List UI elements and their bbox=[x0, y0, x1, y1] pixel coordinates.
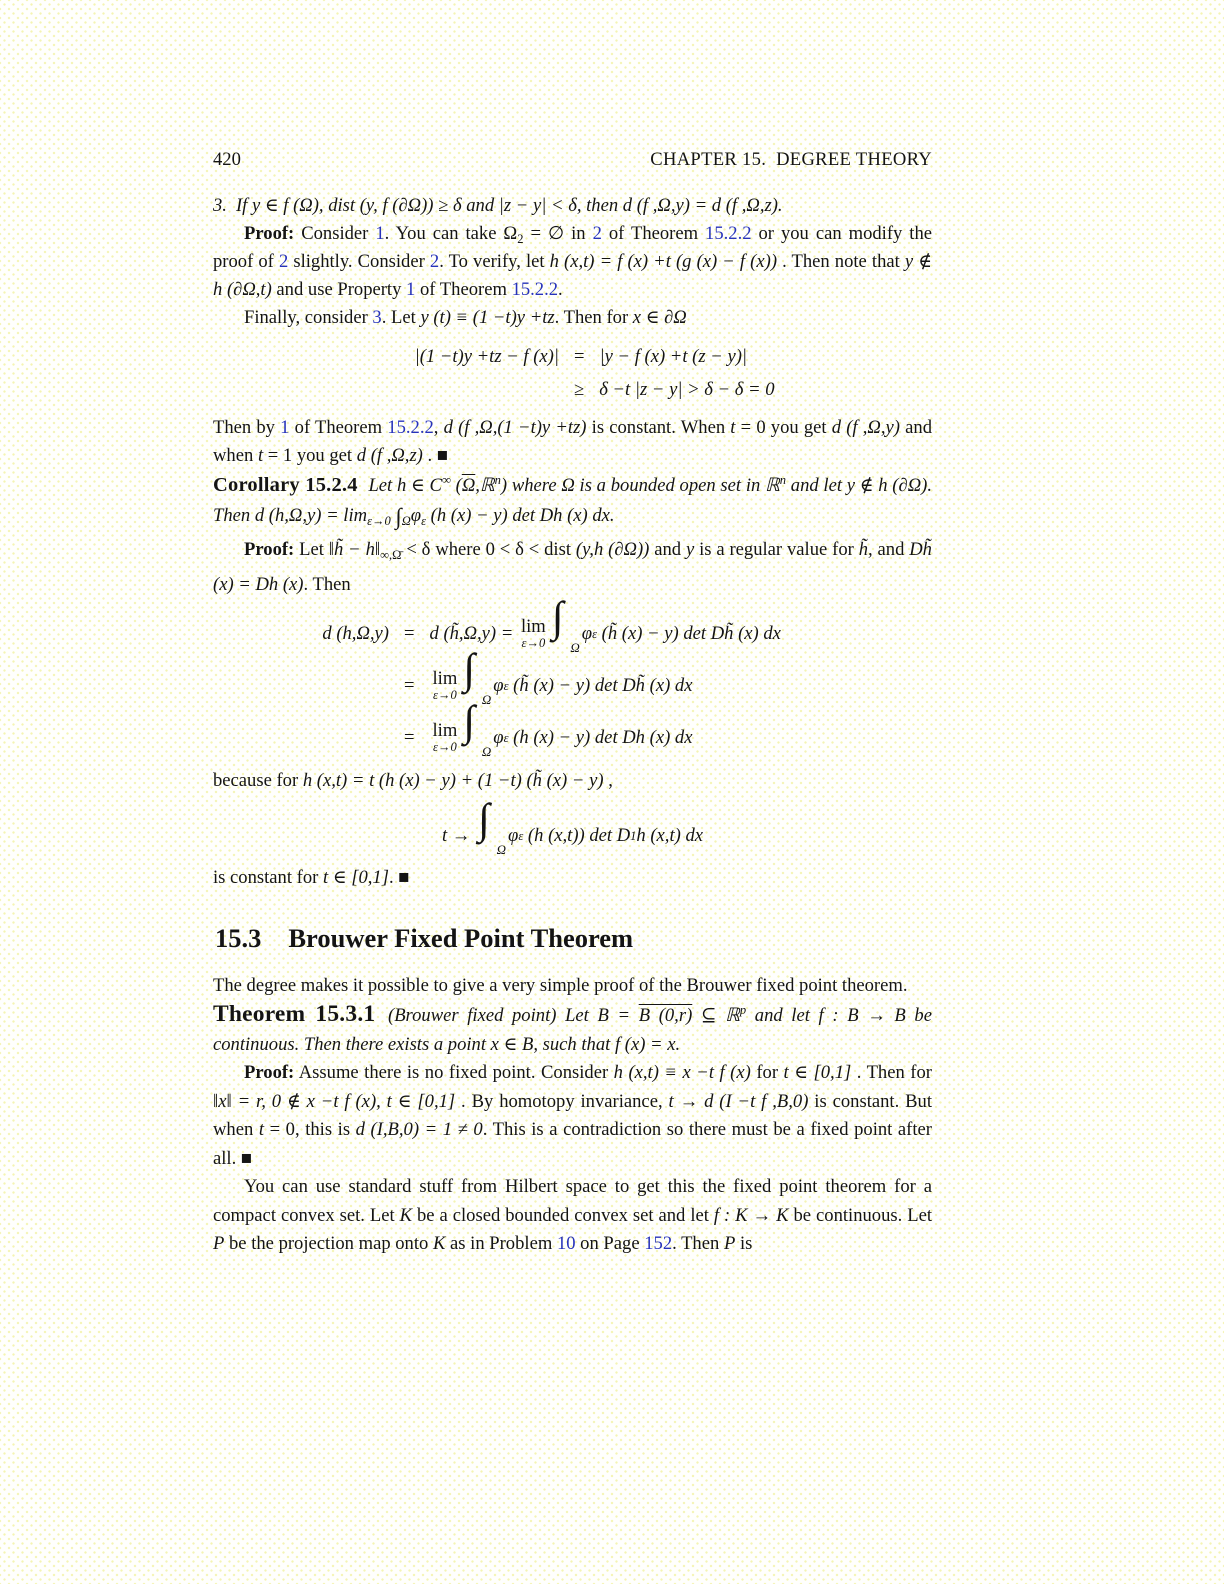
text-run: on Page bbox=[575, 1233, 645, 1254]
text-run: (h̃ (x) − y) det Dh̃ (x) dx bbox=[597, 623, 781, 644]
equation-lhs bbox=[347, 343, 559, 371]
text-run: B (0,r) bbox=[638, 1005, 693, 1026]
ref-link[interactable]: 2 bbox=[429, 251, 440, 272]
text-run: , bbox=[603, 770, 613, 791]
lim-text: lim bbox=[520, 616, 546, 638]
text-run: You can use standard stuff from Hilbert space to get this the fixed point theorem for a compact convex set. Let bbox=[213, 1176, 932, 1226]
section-number: 15.3 bbox=[215, 923, 262, 953]
display-equation-1 bbox=[347, 340, 932, 406]
limit-operator bbox=[521, 618, 546, 650]
section-heading-15-3 bbox=[215, 920, 932, 956]
integral-bound: Ω bbox=[496, 842, 507, 857]
paragraph-because-for bbox=[213, 764, 932, 798]
subscript: 2 bbox=[517, 232, 524, 246]
ref-link[interactable]: 152 bbox=[644, 1233, 673, 1254]
equation-rhs: lim ε→0 ∫ Ω φ ε (h (x) − y) det Dh (x) dx bbox=[430, 715, 693, 761]
paragraph-hilbert bbox=[213, 1173, 932, 1259]
text-run: K bbox=[432, 1233, 446, 1254]
item-3 bbox=[213, 192, 932, 220]
text-run: |(1 −t)y +tz − f (x)| bbox=[414, 345, 559, 367]
proof-paragraph-1-continued bbox=[213, 304, 932, 332]
limit-operator bbox=[433, 670, 458, 702]
superscript: n bbox=[494, 473, 501, 487]
text-run: K bbox=[399, 1204, 413, 1226]
integral-operator bbox=[550, 594, 581, 657]
text-run: (h (x) − y) det Dh (x) dx bbox=[508, 727, 693, 748]
ref-link[interactable]: 3 bbox=[372, 307, 382, 328]
lim-text: lim bbox=[432, 720, 458, 742]
text-run: δ −t |z − y| > δ − δ = 0 bbox=[599, 378, 775, 400]
text-run: φ bbox=[581, 623, 593, 644]
text-run: h (x,t) dx bbox=[636, 825, 704, 846]
text-run: The degree makes it possible to give a very simple proof of the Brouwer fixed point theorem. bbox=[213, 975, 908, 996]
text-run: t bbox=[730, 417, 736, 438]
superscript: p bbox=[739, 1003, 747, 1017]
text-run: t → d (I −t f ,B,0) bbox=[668, 1090, 809, 1112]
text-run: and bbox=[872, 539, 910, 560]
text-run: h (x,t) = t (h (x) − y) + (1 −t) (h̃ (x) − y) bbox=[302, 770, 604, 791]
text-run: t ∈ [0,1] bbox=[323, 867, 389, 888]
proof-label: Proof: bbox=[244, 223, 295, 244]
text-run: for bbox=[750, 1062, 784, 1083]
text-run: d (f ,Ω,y) bbox=[831, 417, 900, 438]
text-run: of Theorem bbox=[601, 223, 706, 244]
text-run: t bbox=[258, 1119, 265, 1140]
equation-rhs bbox=[599, 376, 774, 404]
page-header bbox=[213, 146, 932, 174]
text-run: Consider bbox=[294, 223, 376, 244]
text-run: = 0, this is bbox=[264, 1119, 356, 1140]
ref-link[interactable]: 2 bbox=[278, 251, 289, 272]
text-run: h (x,t) ≡ x −t f (x) bbox=[613, 1062, 751, 1083]
text-run: = 0 you get bbox=[735, 417, 832, 438]
text-run: d (f ,Ω,(1 −t)y +tz) bbox=[443, 417, 587, 438]
page-content bbox=[213, 146, 932, 1259]
text-run: f : K → K bbox=[713, 1204, 789, 1226]
text-run: (h̃ (x) − y) det Dh̃ (x) dx bbox=[508, 675, 693, 696]
superscript: n bbox=[779, 473, 787, 487]
text-run: and bbox=[649, 539, 686, 560]
text-run: h̃, bbox=[858, 539, 873, 560]
ref-link[interactable]: 15.2.2 bbox=[705, 223, 752, 244]
ref-link[interactable]: 15.2.2 bbox=[387, 417, 434, 438]
text-run: y ∉ h (∂Ω,t) bbox=[213, 251, 932, 300]
paragraph-section-intro bbox=[213, 972, 932, 1000]
proof-label: Proof: bbox=[244, 1062, 295, 1083]
relation-symbol: = bbox=[404, 727, 415, 748]
text-run: φ bbox=[493, 727, 504, 748]
limit-operator bbox=[433, 722, 458, 754]
text-run: . You can take Ω bbox=[384, 223, 518, 244]
text-run: is a regular value for bbox=[694, 539, 859, 560]
text-run: Let bbox=[294, 539, 329, 560]
text-run: t → bbox=[441, 825, 476, 846]
text-run: . This is a contradiction so there must be a fixed point after all. ■ bbox=[213, 1119, 932, 1169]
corollary-label: Corollary 15.2.4 bbox=[213, 474, 358, 496]
theorem-15-3-1 bbox=[213, 1000, 932, 1059]
text-run: = ∅ in bbox=[523, 223, 593, 244]
text-run: y bbox=[685, 539, 695, 560]
equation-rhs bbox=[600, 343, 748, 371]
integral-glyph: ∫ bbox=[463, 698, 476, 745]
text-run: y (t) ≡ (1 −t)y +tz bbox=[420, 307, 555, 328]
display-equation-2 bbox=[297, 594, 932, 764]
text-run: ⊆ ℝ bbox=[692, 1005, 740, 1026]
ref-link[interactable]: 1 bbox=[406, 279, 416, 300]
text-run: φ bbox=[508, 825, 519, 846]
text-run: of Theorem bbox=[415, 279, 512, 300]
ref-link[interactable]: 10 bbox=[556, 1233, 576, 1254]
integral-bound: Ω bbox=[481, 744, 492, 759]
ref-link[interactable]: 15.2.2 bbox=[511, 279, 559, 300]
text-run: . To verify, let bbox=[439, 251, 550, 272]
text-run: Assume there is no fixed point. Consider bbox=[294, 1062, 614, 1083]
equation-row bbox=[297, 646, 932, 712]
text-run: Finally, consider bbox=[244, 307, 373, 328]
integral-operator bbox=[461, 698, 492, 761]
text-run: h (x,t) = f (x) +t (g (x) − f (x)) bbox=[549, 251, 778, 272]
chapter-header: CHAPTER 15. DEGREE THEORY bbox=[650, 149, 932, 170]
text-run: P bbox=[213, 1233, 225, 1254]
page-number: 420 bbox=[213, 149, 241, 170]
text-run: < δ where 0 < δ < dist bbox=[401, 539, 572, 560]
text-run: $\overline{\Omega}$ bbox=[461, 475, 476, 496]
text-run: . Let bbox=[381, 307, 421, 328]
lim-text: lim bbox=[432, 668, 458, 690]
text-run: Dh̃ (x) = Dh (x) bbox=[213, 539, 932, 595]
text-run: be continuous. Let bbox=[788, 1204, 933, 1226]
text-run: and let y ∉ h (∂Ω). Then d (h,Ω,y) = lim bbox=[213, 475, 932, 526]
subscript: ε bbox=[421, 514, 426, 528]
text-run: x ∈ ∂Ω bbox=[632, 307, 687, 328]
text-run: If y ∈ f (Ω), dist (y, f (∂Ω)) ≥ δ and |z − y| < δ, then d (f ,Ω,y) = d (f ,Ω,z). bbox=[235, 195, 783, 216]
text-run: and use Property bbox=[271, 279, 407, 300]
text-run: (y,h (∂Ω)) bbox=[571, 539, 650, 560]
text-run: . Then bbox=[303, 574, 351, 595]
equation-rhs: lim ε→0 ∫ Ω φ ε (h̃ (x) − y) det Dh̃ (x) dx bbox=[430, 663, 693, 709]
text-run: because for bbox=[213, 770, 303, 791]
proof-paragraph-1 bbox=[213, 220, 932, 304]
subscript: ∞,Ω̄ bbox=[380, 548, 402, 562]
text-run: |y − f (x) +t (z − y)| bbox=[599, 345, 747, 367]
text-run: is constant for bbox=[213, 867, 323, 888]
text-run: of Theorem bbox=[289, 417, 388, 438]
ref-link[interactable]: 2 bbox=[592, 223, 602, 244]
integral-glyph: ∫ bbox=[463, 646, 476, 693]
text-run: . ■ bbox=[422, 445, 449, 466]
text-run: . By homotopy invariance, bbox=[455, 1090, 669, 1112]
text-run: as in Problem bbox=[445, 1233, 557, 1254]
text-run: . Then bbox=[672, 1233, 724, 1254]
equation-row bbox=[297, 594, 932, 660]
text-run: slightly. Consider bbox=[288, 251, 430, 272]
lim-subscript: ε→0 bbox=[433, 740, 457, 755]
text-run: d (h,Ω,y) bbox=[322, 623, 389, 644]
text-run: t ∈ [0,1] bbox=[783, 1062, 852, 1083]
text-run: ‖x‖ = r, 0 ∉ x −t f (x), t ∈ [0,1] bbox=[213, 1090, 456, 1112]
corollary-15-2-4 bbox=[213, 470, 932, 532]
relation-symbol: ≥ bbox=[574, 378, 585, 400]
proof-label: Proof: bbox=[244, 539, 295, 560]
integral-bound: Ω bbox=[481, 692, 492, 707]
integral-glyph: ∫ bbox=[478, 796, 490, 843]
text-run: (h (x) − y) det Dh (x) dx. bbox=[426, 505, 615, 526]
relation-symbol: = bbox=[574, 345, 585, 367]
text-run: or you can modify the proof of bbox=[213, 223, 933, 272]
text-run: . Then for bbox=[851, 1062, 932, 1083]
ref-link[interactable]: 1 bbox=[280, 417, 290, 438]
proof-paragraph-3 bbox=[213, 1059, 932, 1173]
text-run: is constant. But when bbox=[213, 1090, 932, 1140]
text-run: be the projection map onto bbox=[224, 1233, 433, 1254]
text-run: Let h ∈ C bbox=[363, 475, 442, 496]
text-run: , bbox=[433, 417, 444, 438]
display-equation-3: t → ∫ Ω φ ε (h (x,t)) det D 1 h (x,t) dx bbox=[213, 808, 932, 864]
integral-bound: Ω bbox=[401, 514, 411, 528]
relation-symbol: = bbox=[404, 623, 415, 644]
integral-glyph: ∫ bbox=[551, 594, 564, 641]
text-run: . ■ bbox=[388, 867, 410, 888]
text-run: is bbox=[735, 1233, 753, 1254]
text-run: ( bbox=[450, 475, 462, 496]
text-run: t bbox=[257, 445, 264, 466]
lim-subscript: ε→0 bbox=[433, 688, 457, 703]
text-run: ‖h̃ − h‖ bbox=[328, 539, 381, 560]
equation-row bbox=[347, 373, 932, 406]
text-run: . bbox=[558, 279, 563, 300]
text-run: φ bbox=[493, 675, 504, 696]
text-run: d (h̃,Ω,y) = bbox=[429, 623, 518, 644]
ref-link[interactable]: 1 bbox=[375, 223, 385, 244]
equation-row bbox=[347, 340, 932, 373]
integral-glyph: ∫ bbox=[395, 504, 402, 529]
item-number: 3. bbox=[213, 195, 227, 216]
text-run: be a closed bounded convex set and let bbox=[412, 1204, 714, 1226]
integral-bound: Ω bbox=[570, 640, 580, 655]
section-title: Brouwer Fixed Point Theorem bbox=[288, 923, 634, 953]
text-run: . Then note that bbox=[777, 251, 905, 272]
paragraph-degree-constant bbox=[213, 414, 932, 470]
text-run: P bbox=[723, 1233, 736, 1254]
text-run: ) where Ω is a bounded open set in ℝ bbox=[500, 475, 780, 496]
text-run: = 1 you get bbox=[263, 445, 357, 466]
text-run: and let f : B → B be continuous. Then there exists a point x ∈ B, such that f (x) = x. bbox=[213, 1005, 932, 1055]
relation-symbol: = bbox=[404, 675, 415, 696]
paragraph-is-constant bbox=[213, 864, 932, 892]
text-run: is constant. When bbox=[586, 417, 731, 438]
text-run: . Then for bbox=[554, 307, 633, 328]
text-run: Then by bbox=[213, 417, 281, 438]
superscript: ∞ bbox=[441, 473, 451, 487]
equation-rhs: d (h̃,Ω,y) = lim ε→0 ∫ Ω φ ε (h̃ (x) − y) det Dh̃ (x) dx bbox=[430, 611, 781, 657]
text-run: (h (x,t)) det D bbox=[523, 825, 631, 846]
text-run: d (I,B,0) = 1 ≠ 0 bbox=[355, 1119, 483, 1140]
text-run: (Brouwer fixed point) Let B = bbox=[379, 1005, 639, 1026]
equation-lhs bbox=[297, 620, 389, 648]
integral-operator-inline bbox=[395, 504, 411, 529]
text-run: d (f ,Ω,z) bbox=[356, 445, 423, 466]
integral-operator bbox=[476, 796, 507, 859]
text-run: φ bbox=[410, 505, 422, 526]
text-run: and when bbox=[213, 417, 932, 466]
document-body bbox=[213, 192, 932, 1259]
proof-paragraph-2 bbox=[213, 532, 932, 602]
equation-row bbox=[297, 698, 932, 764]
theorem-label: Theorem 15.3.1 bbox=[213, 1001, 376, 1027]
lim-subscript: ε→0 bbox=[521, 636, 546, 651]
subscript: ε→0 bbox=[367, 514, 391, 528]
text-run: ,ℝ bbox=[475, 475, 495, 496]
